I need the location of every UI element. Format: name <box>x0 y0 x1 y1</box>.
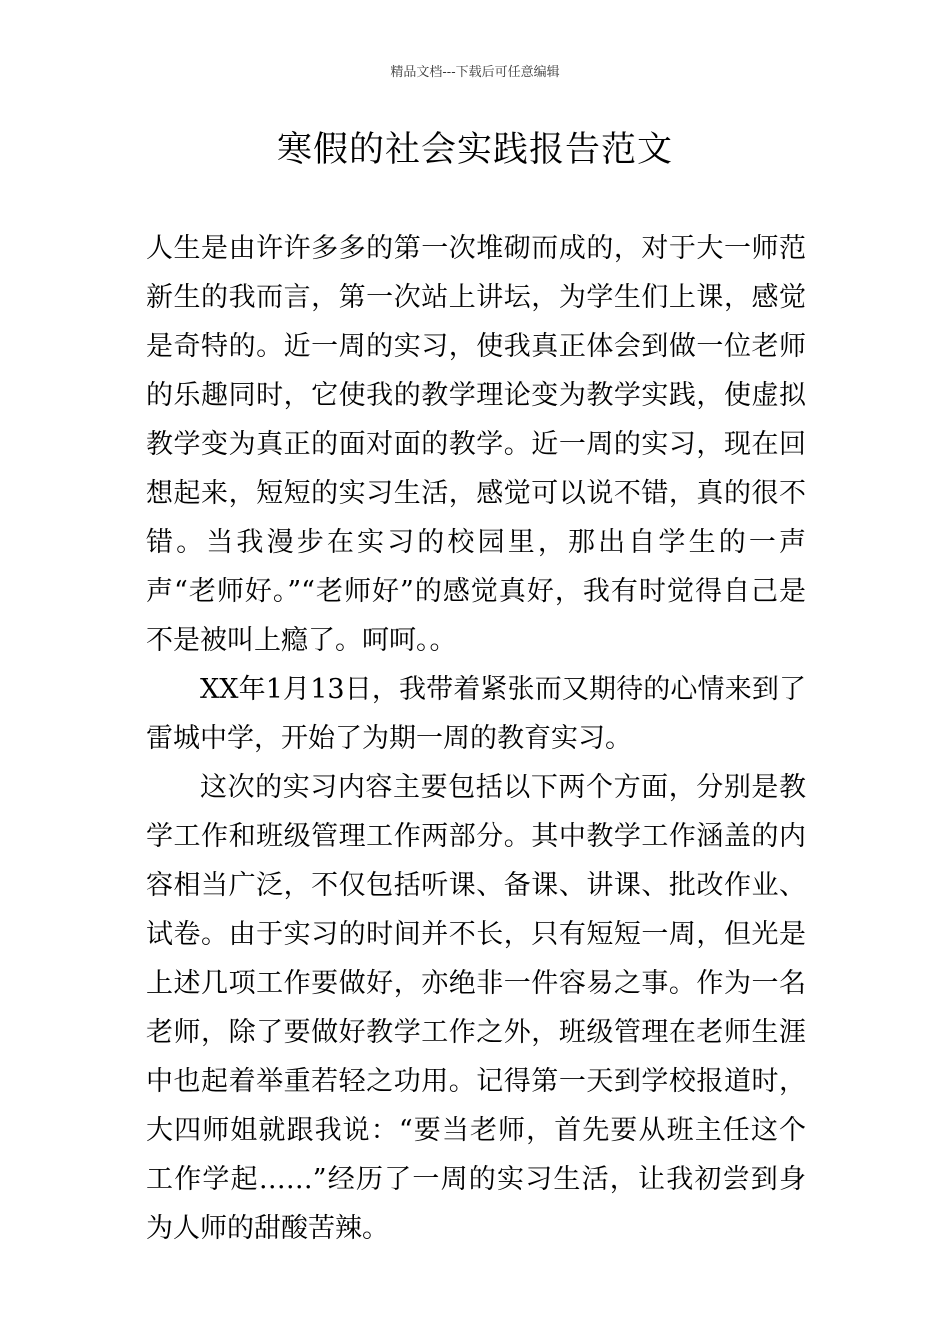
header-note: 精品文档---下载后可任意编辑 <box>390 65 560 80</box>
paragraph-3: 这次的实习内容主要包括以下两个方面，分别是教学工作和班级管理工作两部分。其中教学工作涵盖的内容相当广泛，不仅包括听课、备课、讲课、批改作业、试卷。由于实习的时间并不长，只有短短一周，但光是上述几项工作要做好，亦绝非一件容易之事。作为一名老师，除了要做好教学工作之外，班级管理在老师生涯中也起着举重若轻之功用。记得第一天到学校报道时，大四师姐就跟我说：“要当老师，首先要从班主任这个工作学起……”经历了一周的实习生活，让我初尝到身为人师的甜酸苦辣。 <box>146 772 806 1244</box>
document-body <box>146 224 806 1253</box>
paragraph-2: XX年1月13日，我带着紧张而又期待的心情来到了雷城中学，开始了为期一周的教育实习。 <box>146 674 806 754</box>
document-title: 寒假的社会实践报告范文 <box>276 130 673 170</box>
paragraph-1: 人生是由许许多多的第一次堆砌而成的，对于大一师范新生的我而言，第一次站上讲坛，为学生们上课，感觉是奇特的。近一周的实习，使我真正体会到做一位老师的乐趣同时，它使我的教学理论变为教学实践，使虚拟教学变为真正的面对面的教学。近一周的实习，现在回想起来，短短的实习生活，感觉可以说不错，真的很不错。当我漫步在实习的校园里，那出自学生的一声声“老师好。”“老师好”的感觉真好，我有时觉得自己是不是被叫上瘾了。呵呵。。 <box>146 233 806 656</box>
